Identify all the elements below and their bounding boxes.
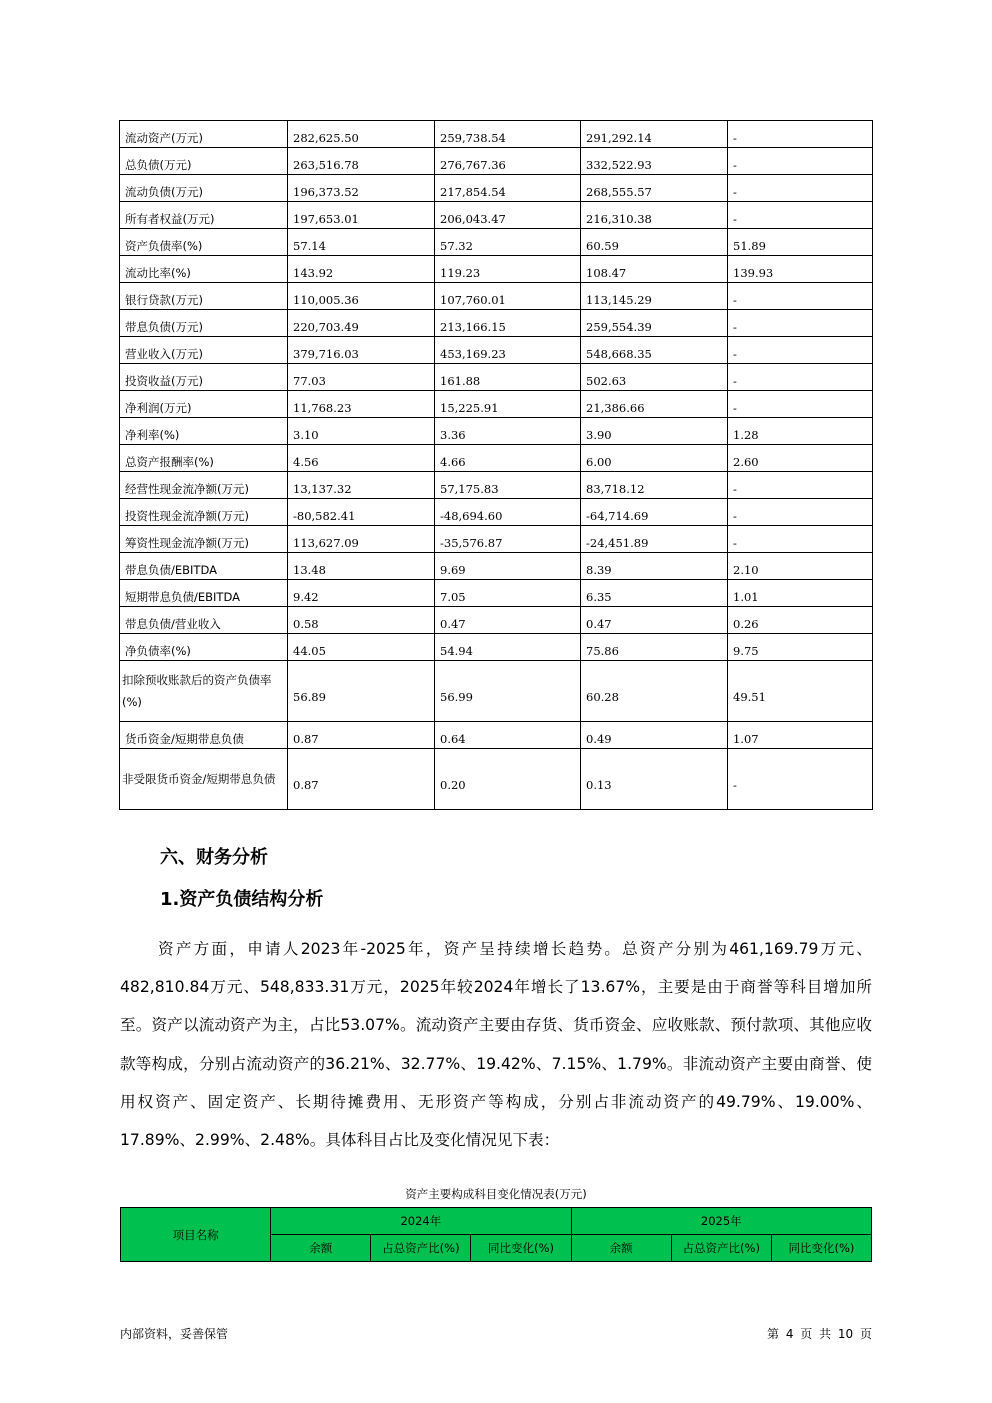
yoy-header: 同比变化(%) (471, 1235, 571, 1262)
table-row (120, 499, 873, 526)
value-col-1: 4.56 (288, 445, 435, 472)
value-col-1: 197,653.01 (288, 202, 435, 229)
value-col-2: 107,760.01 (435, 283, 581, 310)
value-col-4: - (728, 749, 873, 810)
table-row (120, 337, 873, 364)
row-label: 投资收益(万元) (120, 364, 288, 391)
value-col-1: 0.58 (288, 607, 435, 634)
row-label: 净利率(%) (120, 418, 288, 445)
value-col-2: 453,169.23 (435, 337, 581, 364)
value-col-2: 4.66 (435, 445, 581, 472)
table-row (120, 580, 873, 607)
value-col-1: 9.42 (288, 580, 435, 607)
value-col-4: 2.10 (728, 553, 873, 580)
value-col-3: 83,718.12 (581, 472, 728, 499)
value-col-3: -24,451.89 (581, 526, 728, 553)
value-col-1: 220,703.49 (288, 310, 435, 337)
balance-header: 余额 (271, 1235, 371, 1262)
table-row (120, 202, 873, 229)
financial-indicators-body (120, 121, 873, 810)
value-col-4: - (728, 364, 873, 391)
table-row (120, 310, 873, 337)
row-label: 筹资性现金流净额(万元) (120, 526, 288, 553)
row-label: 总负债(万元) (120, 148, 288, 175)
row-label: 净利润(万元) (120, 391, 288, 418)
value-col-4: 0.26 (728, 607, 873, 634)
balance-header: 余额 (571, 1235, 671, 1262)
table-row (120, 391, 873, 418)
value-col-3: 8.39 (581, 553, 728, 580)
financial-indicators-table (119, 120, 873, 810)
year-header-2025: 2025年 (571, 1208, 871, 1235)
table-row (120, 283, 873, 310)
value-col-2: 0.20 (435, 749, 581, 810)
value-col-4: - (728, 499, 873, 526)
value-col-4: 2.60 (728, 445, 873, 472)
value-col-2: 9.69 (435, 553, 581, 580)
row-label: 短期带息负债/EBITDA (120, 580, 288, 607)
row-label: 所有者权益(万元) (120, 202, 288, 229)
value-col-1: 110,005.36 (288, 283, 435, 310)
table-row (120, 256, 873, 283)
value-col-1: 379,716.03 (288, 337, 435, 364)
value-col-4: - (728, 121, 873, 148)
value-col-1: 44.05 (288, 634, 435, 661)
value-col-2: 7.05 (435, 580, 581, 607)
value-col-1: 0.87 (288, 749, 435, 810)
row-label: 流动资产(万元) (120, 121, 288, 148)
row-label: 经营性现金流净额(万元) (120, 472, 288, 499)
value-col-1: 196,373.52 (288, 175, 435, 202)
table-row (120, 607, 873, 634)
value-col-4: - (728, 175, 873, 202)
table-row (120, 472, 873, 499)
value-col-3: 60.28 (581, 661, 728, 722)
analysis-paragraph: 资产方面，申请人2023年-2025年，资产呈持续增长趋势。总资产分别为461,169.79万元、482,810.84万元、548,833.31万元，2025年较2024年增长了13.67%，主要是由于商誉等科目增加所至。资产以流动资产为主，占比53.07%。流动资产主要由存货、货币资金、应收账款、预付款项、其他应收款等构成，分别占流动资产的36.21%、32.77%、19.42%、7.15%、1.79%。非流动资产主要由商誉、使用权资产、固定资产、长期待摊费用、无形资产等构成，分别占非流动资产的49.79%、19.00%、17.89%、2.99%、2.48%。具体科目占比及变化情况见下表： (120, 940, 872, 1150)
value-col-3: 0.47 (581, 607, 728, 634)
table-row (120, 229, 873, 256)
row-label: 资产负债率(%) (120, 229, 288, 256)
value-col-1: -80,582.41 (288, 499, 435, 526)
table-row (120, 634, 873, 661)
value-col-3: 6.35 (581, 580, 728, 607)
value-col-3: 259,554.39 (581, 310, 728, 337)
item-name-header: 项目名称 (121, 1208, 271, 1262)
value-col-2: 57.32 (435, 229, 581, 256)
value-col-2: 206,043.47 (435, 202, 581, 229)
value-col-2: 119.23 (435, 256, 581, 283)
row-label: 带息负债(万元) (120, 310, 288, 337)
value-col-3: 0.13 (581, 749, 728, 810)
table-caption: 资产主要构成科目变化情况表(万元) (405, 1187, 587, 1201)
table-row (120, 661, 873, 722)
value-col-2: 56.99 (435, 661, 581, 722)
value-col-3: 6.00 (581, 445, 728, 472)
value-col-4: 1.28 (728, 418, 873, 445)
value-col-1: 3.10 (288, 418, 435, 445)
value-col-4: - (728, 310, 873, 337)
value-col-2: 0.47 (435, 607, 581, 634)
value-col-4: - (728, 148, 873, 175)
table-row (120, 148, 873, 175)
value-col-1: 11,768.23 (288, 391, 435, 418)
value-col-4: 9.75 (728, 634, 873, 661)
table-row (120, 175, 873, 202)
value-col-3: 21,386.66 (581, 391, 728, 418)
share-header: 占总资产比(%) (371, 1235, 471, 1262)
year-header-2024: 2024年 (271, 1208, 571, 1235)
value-col-3: 548,668.35 (581, 337, 728, 364)
section-heading: 六、财务分析 (160, 847, 268, 868)
value-col-4: - (728, 526, 873, 553)
value-col-4: 51.89 (728, 229, 873, 256)
value-col-4: - (728, 472, 873, 499)
value-col-1: 263,516.78 (288, 148, 435, 175)
value-col-3: 332,522.93 (581, 148, 728, 175)
table-row (120, 722, 873, 749)
table-row (120, 121, 873, 148)
table-row (120, 553, 873, 580)
value-col-1: 77.03 (288, 364, 435, 391)
row-label: 货币资金/短期带息负债 (120, 722, 288, 749)
value-col-4: 1.01 (728, 580, 873, 607)
value-col-1: 13.48 (288, 553, 435, 580)
value-col-4: - (728, 283, 873, 310)
value-col-1: 282,625.50 (288, 121, 435, 148)
row-label: 营业收入(万元) (120, 337, 288, 364)
value-col-1: 143.92 (288, 256, 435, 283)
row-label: 流动负债(万元) (120, 175, 288, 202)
subsection-heading: 1.资产负债结构分析 (160, 889, 324, 910)
table-row (120, 526, 873, 553)
row-label: 非受限货币资金/短期带息负债 (120, 749, 288, 810)
value-col-3: 75.86 (581, 634, 728, 661)
value-col-3: -64,714.69 (581, 499, 728, 526)
value-col-2: 161.88 (435, 364, 581, 391)
footer-confidential: 内部资料，妥善保管 (120, 1327, 229, 1341)
row-label: 总资产报酬率(%) (120, 445, 288, 472)
value-col-4: 1.07 (728, 722, 873, 749)
value-col-2: 276,767.36 (435, 148, 581, 175)
table-row (120, 418, 873, 445)
share-header: 占总资产比(%) (671, 1235, 771, 1262)
value-col-4: - (728, 202, 873, 229)
asset-structure-table (120, 1207, 872, 1262)
value-col-3: 3.90 (581, 418, 728, 445)
row-label: 扣除预收账款后的资产负债率(%) (120, 661, 288, 722)
row-label: 净负债率(%) (120, 634, 288, 661)
row-label: 投资性现金流净额(万元) (120, 499, 288, 526)
value-col-4: 139.93 (728, 256, 873, 283)
value-col-1: 13,137.32 (288, 472, 435, 499)
value-col-2: 0.64 (435, 722, 581, 749)
row-label: 带息负债/营业收入 (120, 607, 288, 634)
value-col-2: 259,738.54 (435, 121, 581, 148)
value-col-4: 49.51 (728, 661, 873, 722)
value-col-2: -35,576.87 (435, 526, 581, 553)
value-col-3: 113,145.29 (581, 283, 728, 310)
value-col-4: - (728, 337, 873, 364)
value-col-2: 213,166.15 (435, 310, 581, 337)
value-col-1: 57.14 (288, 229, 435, 256)
value-col-2: 3.36 (435, 418, 581, 445)
value-col-3: 108.47 (581, 256, 728, 283)
value-col-1: 56.89 (288, 661, 435, 722)
value-col-2: 15,225.91 (435, 391, 581, 418)
row-label: 银行贷款(万元) (120, 283, 288, 310)
table-row (120, 749, 873, 810)
yoy-header: 同比变化(%) (771, 1235, 871, 1262)
value-col-3: 291,292.14 (581, 121, 728, 148)
table-row (120, 445, 873, 472)
value-col-4: - (728, 391, 873, 418)
value-col-3: 502.63 (581, 364, 728, 391)
value-col-1: 113,627.09 (288, 526, 435, 553)
value-col-3: 0.49 (581, 722, 728, 749)
asset-header-row-1 (121, 1208, 872, 1235)
value-col-3: 268,555.57 (581, 175, 728, 202)
value-col-3: 216,310.38 (581, 202, 728, 229)
value-col-2: 217,854.54 (435, 175, 581, 202)
row-label: 流动比率(%) (120, 256, 288, 283)
value-col-1: 0.87 (288, 722, 435, 749)
value-col-2: 54.94 (435, 634, 581, 661)
row-label: 带息负债/EBITDA (120, 553, 288, 580)
value-col-3: 60.59 (581, 229, 728, 256)
table-row (120, 364, 873, 391)
value-col-2: 57,175.83 (435, 472, 581, 499)
value-col-2: -48,694.60 (435, 499, 581, 526)
footer-page-number: 第 4 页 共 10 页 (767, 1327, 872, 1341)
